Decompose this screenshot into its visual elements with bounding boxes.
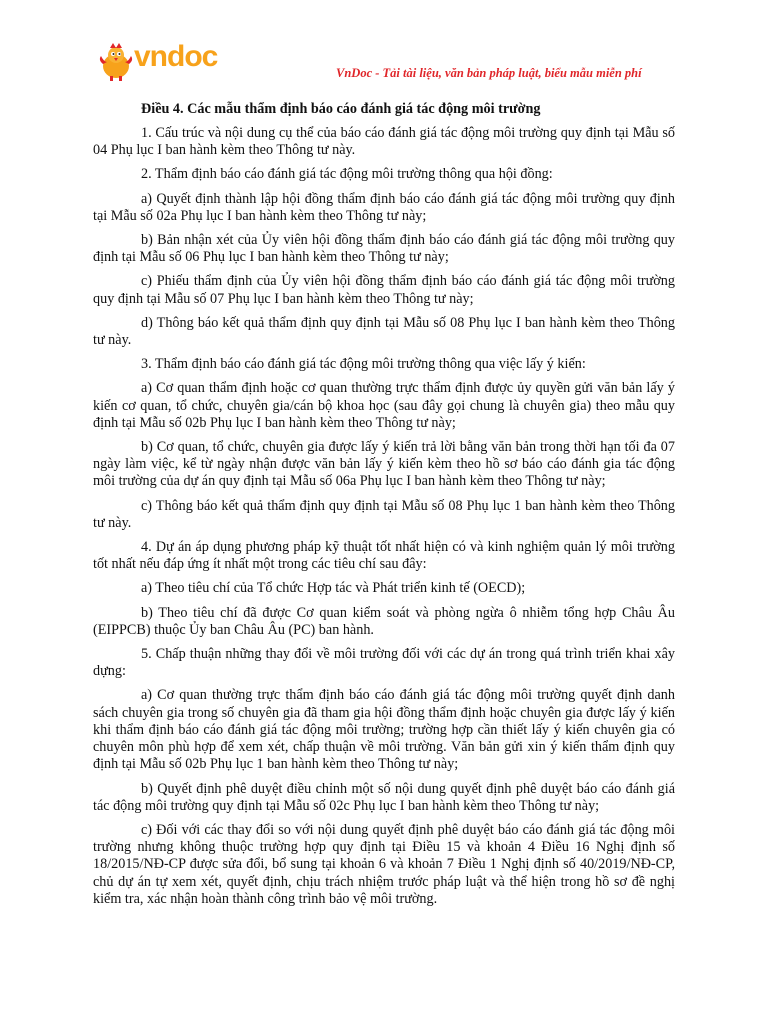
paragraph: c) Thông báo kết quả thẩm định quy định tại Mẫu số 08 Phụ lục 1 ban hành kèm theo Thông tư này. — [93, 497, 675, 531]
paragraph: d) Thông báo kết quả thẩm định quy định tại Mẫu số 08 Phụ lục I ban hành kèm theo Thông tư này. — [93, 314, 675, 349]
logo-wordmark: vndoc — [134, 40, 218, 73]
article-title: Điều 4. Các mẫu thẩm định báo cáo đánh giá tác động môi trường — [141, 101, 541, 117]
paragraph: 5. Chấp thuận những thay đổi về môi trường đối với các dự án trong quá trình triển khai xây dựng: — [93, 646, 675, 680]
paragraph: a) Cơ quan thường trực thẩm định báo cáo đánh giá tác động môi trường quyết định danh sách chuyên gia trong số chuyên gia đã tham gia hội đồng thẩm định hoặc chuyên gia được lấy ý kiến khi thẩm định báo cáo đánh giá tác động môi trường; trường hợp cần thiết lấy ý kiến chuyên gia có chuyên môn phù hợp để xem xét, chấp thuận về môi trường. Văn bản gửi xin ý kiến thẩm định quy định tại Mẫu số 02b Phụ lục 1 ban hành kèm theo Thông tư này; — [93, 687, 675, 773]
paragraph: b) Quyết định phê duyệt điều chỉnh một số nội dung quyết định phê duyệt báo cáo đánh giá tác động môi trường quy định tại Mẫu số 02c Phụ lục I ban hành kèm theo Thông tư này; — [93, 780, 675, 814]
paragraph: b) Theo tiêu chí đã được Cơ quan kiểm soát và phòng ngừa ô nhiễm tổng hợp Châu Âu (EIPPCB) thuộc Ủy ban Châu Âu (PC) ban hành. — [93, 604, 675, 638]
document-body — [93, 100, 675, 915]
page-header — [0, 0, 768, 95]
paragraph: 2. Thẩm định báo cáo đánh giá tác động môi trường thông qua hội đồng: — [141, 166, 553, 183]
paragraph: 3. Thẩm định báo cáo đánh giá tác động môi trường thông qua việc lấy ý kiến: — [141, 356, 586, 373]
paragraph: b) Cơ quan, tổ chức, chuyên gia được lấy ý kiến trả lời bằng văn bản trong thời hạn tối đa 07 ngày làm việc, kể từ ngày nhận được văn bản lấy ý kiến kèm theo hồ sơ báo cáo đánh gia tác động môi trường của dự án quy định tại Mẫu số 06a Phụ lục I ban hành kèm theo Thông tư này; — [93, 439, 675, 490]
vndoc-logo[interactable] — [96, 40, 246, 86]
paragraph: 4. Dự án áp dụng phương pháp kỹ thuật tốt nhất hiện có và kinh nghiệm quản lý môi trường tốt nhất nếu đáp ứng ít nhất một trong các tiêu chí sau đây: — [93, 539, 675, 573]
paragraph: a) Cơ quan thẩm định hoặc cơ quan thường trực thẩm định được ủy quyền gửi văn bản lấy ý kiến cơ quan, tổ chức, chuyên gia/cán bộ khoa học (sau đây gọi chung là chuyên gia) theo mẫu quy định tại Mẫu số 02b Phụ lục I ban hành kèm theo Thông tư này; — [93, 380, 675, 431]
paragraph: c) Đối với các thay đổi so với nội dung quyết định phê duyệt báo cáo đánh giá tác động môi trường nhưng không thuộc trường hợp quy định tại Điều 15 và khoản 4 Điều 16 Nghị định số 18/2015/NĐ-CP được sửa đổi, bổ sung tại khoản 6 và khoản 7 Điều 1 Nghị định số 40/2019/NĐ-CP, chủ dự án tự xem xét, quyết định, chịu trách nhiệm trước pháp luật và thể hiện trong hồ sơ đề nghị kiểm tra, xác nhận hoàn thành công trình bảo vệ môi trường. — [93, 821, 675, 907]
paragraph: c) Phiếu thẩm định của Ủy viên hội đồng thẩm định báo cáo đánh giá tác động môi trường quy định tại Mẫu số 07 Phụ lục I ban hành kèm theo Thông tư này; — [93, 273, 675, 307]
paragraph: a) Quyết định thành lập hội đồng thẩm định báo cáo đánh giá tác động môi trường quy định tại Mẫu số 02a Phụ lục I ban hành kèm theo Thông tư này; — [93, 190, 675, 224]
paragraph: 1. Cấu trúc và nội dung cụ thể của báo cáo đánh giá tác động môi trường quy định tại Mẫu số 04 Phụ lục I ban hành kèm theo Thông tư này. — [93, 125, 675, 159]
site-tagline[interactable]: VnDoc - Tải tài liệu, văn bản pháp luật, biểu mẫu miễn phí — [336, 66, 642, 80]
paragraph: a) Theo tiêu chí của Tổ chức Hợp tác và Phát triển kinh tế (OECD); — [141, 580, 526, 597]
paragraph: b) Bản nhận xét của Ủy viên hội đồng thẩm định báo cáo đánh giá tác động môi trường quy định tại Mẫu số 06 Phụ lục I ban hành kèm theo Thông tư này; — [93, 232, 675, 266]
chicken-mascot-icon — [96, 42, 136, 82]
